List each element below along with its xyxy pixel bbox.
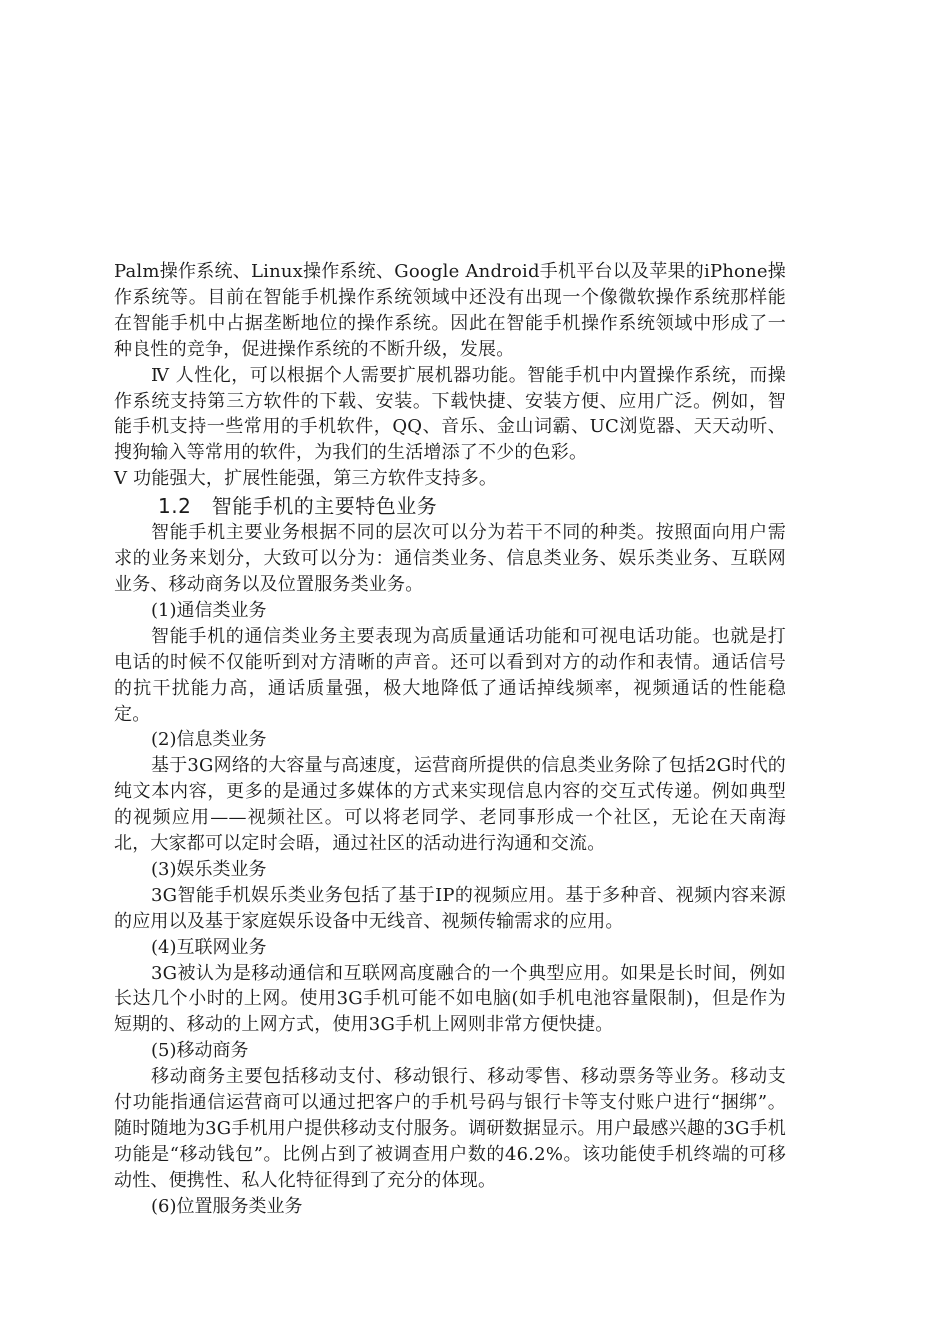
paragraph-communication: 智能手机的通信类业务主要表现为高质量通话功能和可视电话功能。也就是打电话的时候不仅能听到对方清晰的声音。还可以看到对方的动作和表情。通话信号的抗干扰能力高，通话质量强，极大地降低了通话掉线频率，视频通话的性能稳定。	[114, 625, 786, 725]
item-entertainment: (3)娱乐类业务	[151, 858, 267, 880]
item-communication: (1)通信类业务	[151, 599, 267, 621]
paragraph-powerful-features: Ⅴ 功能强大，扩展性能强，第三方软件支持多。	[114, 468, 498, 490]
item-internet: (4)互联网业务	[151, 936, 267, 958]
paragraph-os-competition: Palm操作系统、Linux操作系统、Google Android手机平台以及苹果的iPhone操作系统等。目前在智能手机操作系统领域中还没有出现一个像微软操作系统那样能在智能手机中占据垄断地位的操作系统。因此在智能手机操作系统领域中形成了一种良性的竞争，促进操作系统的不断升级，发展。	[114, 261, 786, 360]
item-mobile-commerce: (5)移动商务	[151, 1040, 249, 1062]
item-information: (2)信息类业务	[151, 729, 267, 751]
document-body	[114, 259, 786, 1220]
section-heading-1-2: 1.2 智能手机的主要特色业务	[158, 494, 438, 519]
paragraph-humanization: Ⅳ 人性化，可以根据个人需要扩展机器功能。智能手机中内置操作系统，而操作系统支持第三方软件的下载、安装。下载快捷、安装方便、应用广泛。例如，智能手机支持一些常用的手机软件，QQ、音乐、金山词霸、UC浏览器、天天动听、搜狗输入等常用的软件，为我们的生活增添了不少的色彩。	[114, 364, 786, 464]
paragraph-internet: 3G被认为是移动通信和互联网高度融合的一个典型应用。如果是长时间，例如长达几个小时的上网。使用3G手机可能不如电脑(如手机电池容量限制)，但是作为短期的、移动的上网方式，使用3G手机上网则非常方便快捷。	[114, 962, 786, 1036]
paragraph-business-overview: 智能手机主要业务根据不同的层次可以分为若干不同的种类。按照面向用户需求的业务来划分，大致可以分为：通信类业务、信息类业务、娱乐类业务、互联网业务、移动商务以及位置服务类业务。	[114, 522, 786, 595]
paragraph-information: 基于3G网络的大容量与高速度，运营商所提供的信息类业务除了包括2G时代的纯文本内容，更多的是通过多媒体的方式来实现信息内容的交互式传递。例如典型的视频应用——视频社区。可以将老同学、老同事形成一个社区，无论在天南海北，大家都可以定时会晤，通过社区的活动进行沟通和交流。	[114, 755, 786, 855]
item-location-service: (6)位置服务类业务	[151, 1195, 303, 1217]
paragraph-mobile-commerce: 移动商务主要包括移动支付、移动银行、移动零售、移动票务等业务。移动支付功能指通信运营商可以通过把客户的手机号码与银行卡等支付账户进行“捆绑”。随时随地为3G手机用户提供移动支付服务。调研数据显示。用户最感兴趣的3G手机功能是“移动钱包”。比例占到了被调查用户数的46.2%。该功能使手机终端的可移动性、便携性、私人化特征得到了充分的体现。	[114, 1066, 786, 1191]
paragraph-entertainment: 3G智能手机娱乐类业务包括了基于IP的视频应用。基于多种音、视频内容来源的应用以及基于家庭娱乐设备中无线音、视频传输需求的应用。	[114, 884, 786, 932]
